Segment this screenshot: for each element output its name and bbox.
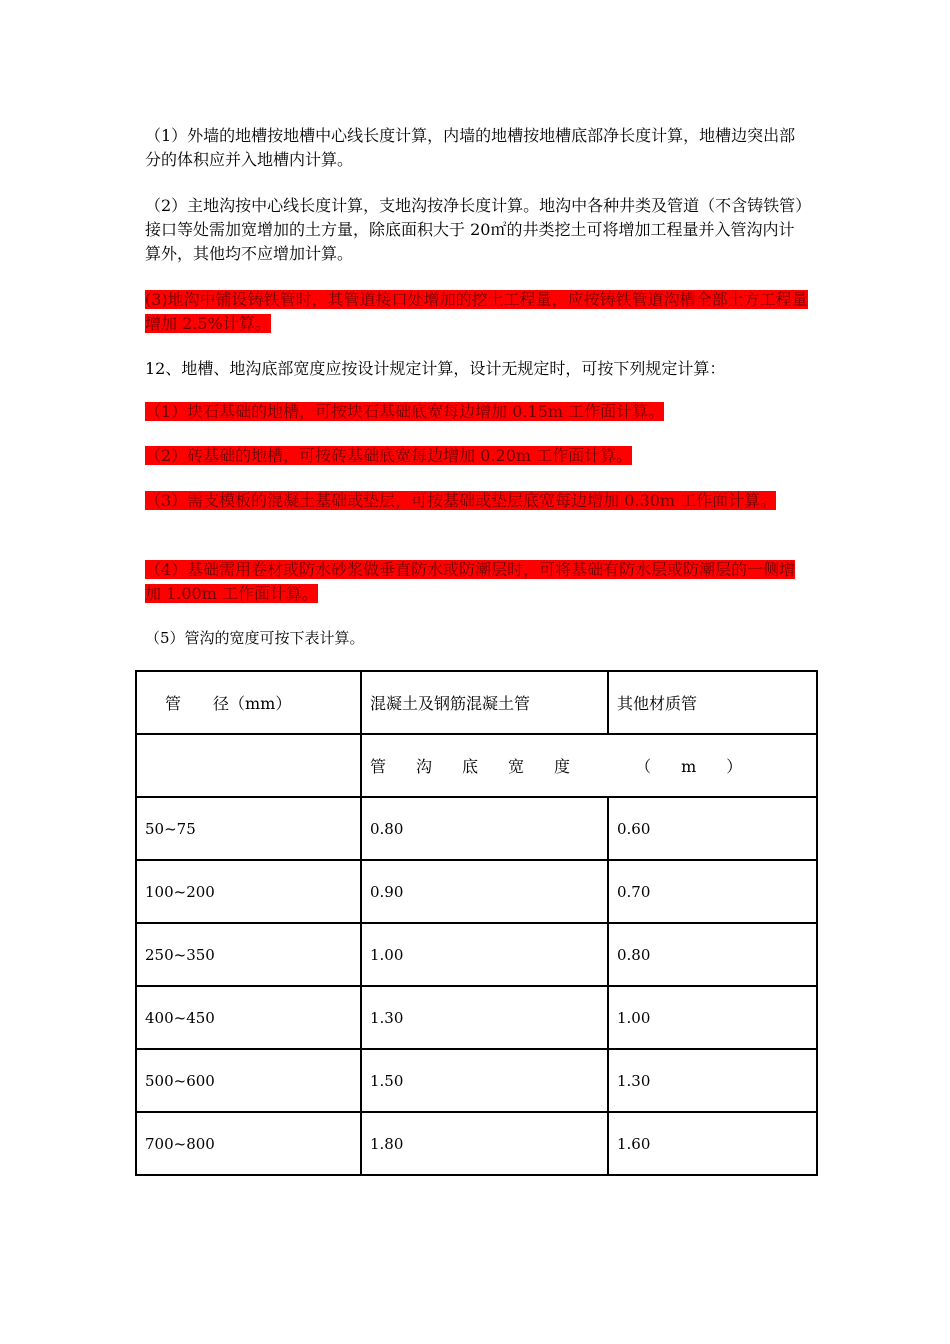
cell-diameter: 50~75 (136, 797, 361, 860)
subheader-empty-cell (136, 734, 361, 797)
highlighted-text: (3)地沟中铺设铸铁管时，其管道接口处增加的挖土工程量，应按铸铁管道沟槽全部土方工程量增加 2.5%计算。 (145, 290, 808, 333)
cell-other-width: 1.00 (608, 986, 817, 1049)
paragraph-rule-4 (145, 558, 810, 606)
paragraph-3-highlighted (145, 288, 810, 336)
table-row (136, 986, 817, 1049)
table-row (136, 860, 817, 923)
cell-diameter: 400~450 (136, 986, 361, 1049)
paragraph-rule-5: （5）管沟的宽度可按下表计算。 (145, 629, 365, 647)
table-header-row (136, 671, 817, 734)
highlighted-text: （4）基础需用卷材或防水砂浆做垂直防水或防潮层时，可将基础有防水层或防潮层的一侧增加 1.00m 工作面计算。 (145, 560, 796, 603)
table-row (136, 1049, 817, 1112)
header-concrete-pipe: 混凝土及钢筋混凝土管 (361, 671, 608, 734)
cell-diameter: 100~200 (136, 860, 361, 923)
cell-diameter: 250~350 (136, 923, 361, 986)
highlighted-text: （1）块石基础的地槽，可按块石基础底宽每边增加 0.15m 工作面计算。 (145, 402, 665, 421)
cell-other-width: 1.60 (608, 1112, 817, 1175)
paragraph-rule-2 (145, 444, 810, 468)
highlighted-text: （3）需支模板的混凝土基础或垫层，可按基础或垫层底宽每边增加 0.30m 工作面计算。 (145, 491, 777, 510)
table-subheader-row (136, 734, 817, 797)
cell-concrete-width: 0.80 (361, 797, 608, 860)
highlighted-text: （2）砖基础的地槽，可按砖基础底宽每边增加 0.20m 工作面计算。 (145, 446, 633, 465)
cell-other-width: 0.70 (608, 860, 817, 923)
cell-other-width: 0.60 (608, 797, 817, 860)
header-other-pipe: 其他材质管 (608, 671, 817, 734)
cell-concrete-width: 1.80 (361, 1112, 608, 1175)
cell-concrete-width: 0.90 (361, 860, 608, 923)
cell-diameter: 500~600 (136, 1049, 361, 1112)
cell-other-width: 0.80 (608, 923, 817, 986)
table-row (136, 923, 817, 986)
paragraph-rule-3 (145, 489, 810, 513)
subheader-trench-width: 管沟底宽度 （m） (361, 734, 817, 797)
paragraph-1: （1）外墙的地槽按地槽中心线长度计算，内墙的地槽按地槽底部净长度计算，地槽边突出部分的体积应并入地槽内计算。 (145, 126, 796, 169)
header-pipe-diameter: 管 径（mm） (136, 671, 361, 734)
cell-concrete-width: 1.30 (361, 986, 608, 1049)
cell-concrete-width: 1.50 (361, 1049, 608, 1112)
paragraph-12-heading: 12、地槽、地沟底部宽度应按设计规定计算，设计无规定时，可按下列规定计算： (145, 359, 726, 378)
paragraph-rule-1 (145, 400, 810, 424)
pipe-trench-width-table (135, 670, 818, 1176)
cell-other-width: 1.30 (608, 1049, 817, 1112)
table-row (136, 1112, 817, 1175)
table-row (136, 797, 817, 860)
paragraph-2: （2）主地沟按中心线长度计算，支地沟按净长度计算。地沟中各种井类及管道（不含铸铁管）接口等处需加宽增加的土方量，除底面积大于 20㎡的井类挖土可将增加工程量并入管沟内计算外，其他均不应增加计算。 (145, 196, 804, 263)
cell-diameter: 700~800 (136, 1112, 361, 1175)
cell-concrete-width: 1.00 (361, 923, 608, 986)
